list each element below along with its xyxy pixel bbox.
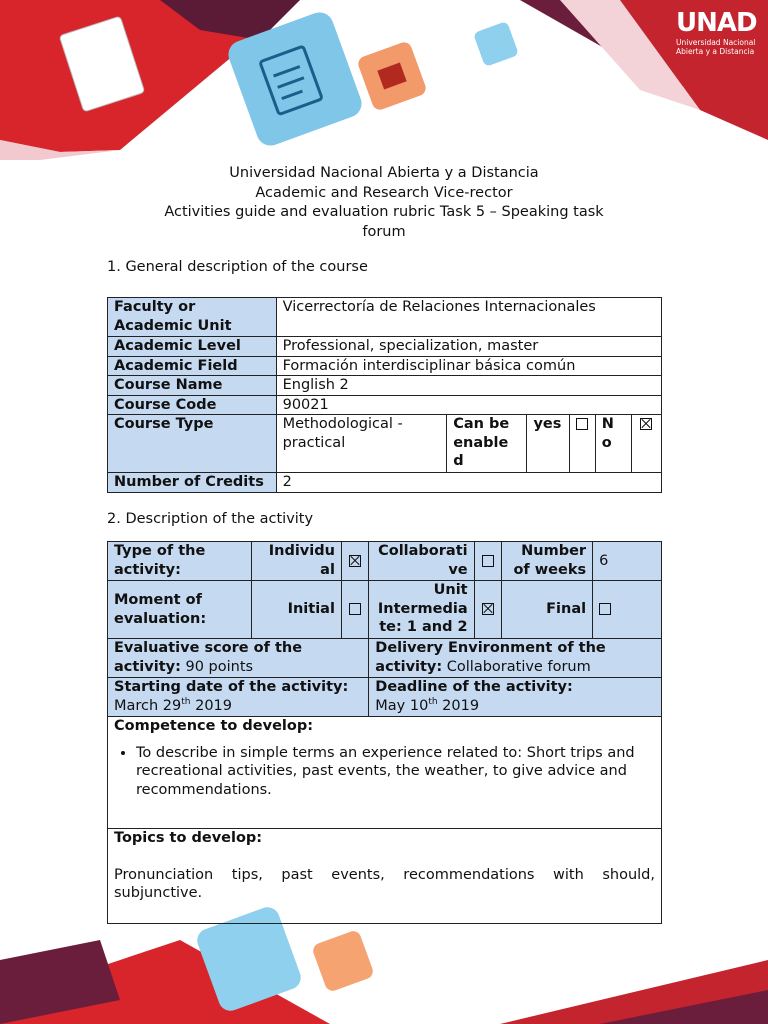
- no-label: N o: [595, 415, 631, 473]
- activity-description-table: [107, 541, 662, 924]
- deadline-month: May 10: [375, 697, 429, 714]
- start-date-cell: [108, 678, 369, 717]
- yes-checkbox: [576, 418, 588, 430]
- competence-label: Competence to develop:: [114, 718, 314, 734]
- header-line-4: forum: [362, 223, 406, 240]
- course-type-value: Methodological - practical: [276, 415, 447, 473]
- header-line-2: Academic and Research Vice-rector: [255, 184, 513, 201]
- delivery-cell: [369, 639, 662, 678]
- final-checkbox-cell: [593, 581, 662, 639]
- no-checkbox-checked: [640, 418, 652, 430]
- intermediate-label: Unit Intermedia te: 1 and 2: [369, 581, 474, 639]
- score-value: 90 points: [180, 658, 254, 675]
- deadline-cell: [369, 678, 662, 717]
- competence-list: [114, 744, 655, 800]
- intermediate-checkbox-cell: [474, 581, 501, 639]
- header-line-1: Universidad Nacional Abierta y a Distancia: [229, 165, 539, 181]
- field-label: Academic Field: [108, 356, 277, 376]
- delivery-value: Collaborative forum: [442, 658, 591, 675]
- logo-subtitle-2: Abierta y a Distancia: [676, 47, 755, 56]
- deadline-label: Deadline of the activity:: [375, 679, 573, 695]
- start-date-year: 2019: [190, 697, 233, 714]
- initial-checkbox-cell: [341, 581, 368, 639]
- final-checkbox: [599, 603, 611, 615]
- collaborative-checkbox-cell: [474, 542, 501, 581]
- credits-label: Number of Credits: [108, 473, 277, 493]
- course-description-table: [107, 297, 662, 493]
- score-cell: [108, 639, 369, 678]
- collaborative-label: Collaborati ve: [369, 542, 474, 581]
- topics-label: Topics to develop:: [114, 830, 263, 846]
- deadline-sup: th: [428, 696, 438, 707]
- unad-logo: [676, 8, 760, 56]
- individual-checkbox-cell: [341, 542, 368, 581]
- document-header: [100, 164, 668, 242]
- topics-cell: [108, 829, 662, 924]
- delivery-label: Delivery Environment of the activity:: [375, 640, 606, 675]
- deadline-year: 2019: [437, 697, 480, 714]
- initial-label: Initial: [251, 581, 341, 639]
- score-label: Evaluative score of the activity:: [114, 640, 303, 675]
- header-line-3: Activities guide and evaluation rubric Task 5 – Speaking task: [164, 204, 604, 220]
- level-value: Professional, specialization, master: [276, 337, 661, 357]
- faculty-label: Faculty or Academic Unit: [108, 298, 277, 337]
- weeks-label: Number of weeks: [501, 542, 592, 581]
- faculty-value: Vicerrectoría de Relaciones Internacionales: [276, 298, 661, 337]
- section-2-title: 2. Description of the activity: [107, 511, 314, 527]
- yes-checkbox-cell: [569, 415, 595, 473]
- section-1-title: 1. General description of the course: [107, 259, 368, 275]
- intermediate-checkbox-checked: [482, 603, 494, 615]
- moment-label: Moment of evaluation:: [108, 581, 252, 639]
- level-label: Academic Level: [108, 337, 277, 357]
- field-value: Formación interdisciplinar básica común: [276, 356, 661, 376]
- no-checkbox-cell: [631, 415, 661, 473]
- can-be-enabled-label: Can be enable d: [447, 415, 527, 473]
- topics-value: Pronunciation tips, past events, recommendations with should, subjunctive.: [114, 866, 655, 901]
- initial-checkbox: [349, 603, 361, 615]
- individual-label: Individu al: [251, 542, 341, 581]
- course-type-label: Course Type: [108, 415, 277, 473]
- activity-type-label: Type of the activity:: [108, 542, 252, 581]
- course-code-label: Course Code: [108, 395, 277, 415]
- collaborative-checkbox: [482, 555, 494, 567]
- course-name-label: Course Name: [108, 376, 277, 396]
- course-code-value: 90021: [276, 395, 661, 415]
- credits-value: 2: [276, 473, 661, 493]
- weeks-value: 6: [593, 542, 662, 581]
- start-date-label: Starting date of the activity:: [114, 679, 349, 695]
- competence-cell: [108, 717, 662, 829]
- logo-wordmark: UNAD: [676, 8, 757, 38]
- final-label: Final: [501, 581, 592, 639]
- yes-label: yes: [527, 415, 569, 473]
- start-date-sup: th: [181, 696, 191, 707]
- course-name-value: English 2: [276, 376, 661, 396]
- individual-checkbox-checked: [349, 555, 361, 567]
- logo-subtitle-1: Universidad Nacional: [676, 38, 756, 47]
- competence-item: • To describe in simple terms an experience related to: Short trips and recreational activities, past events, the weather, to give advice and recommendations.: [136, 744, 655, 800]
- start-date-month: March 29: [114, 697, 182, 714]
